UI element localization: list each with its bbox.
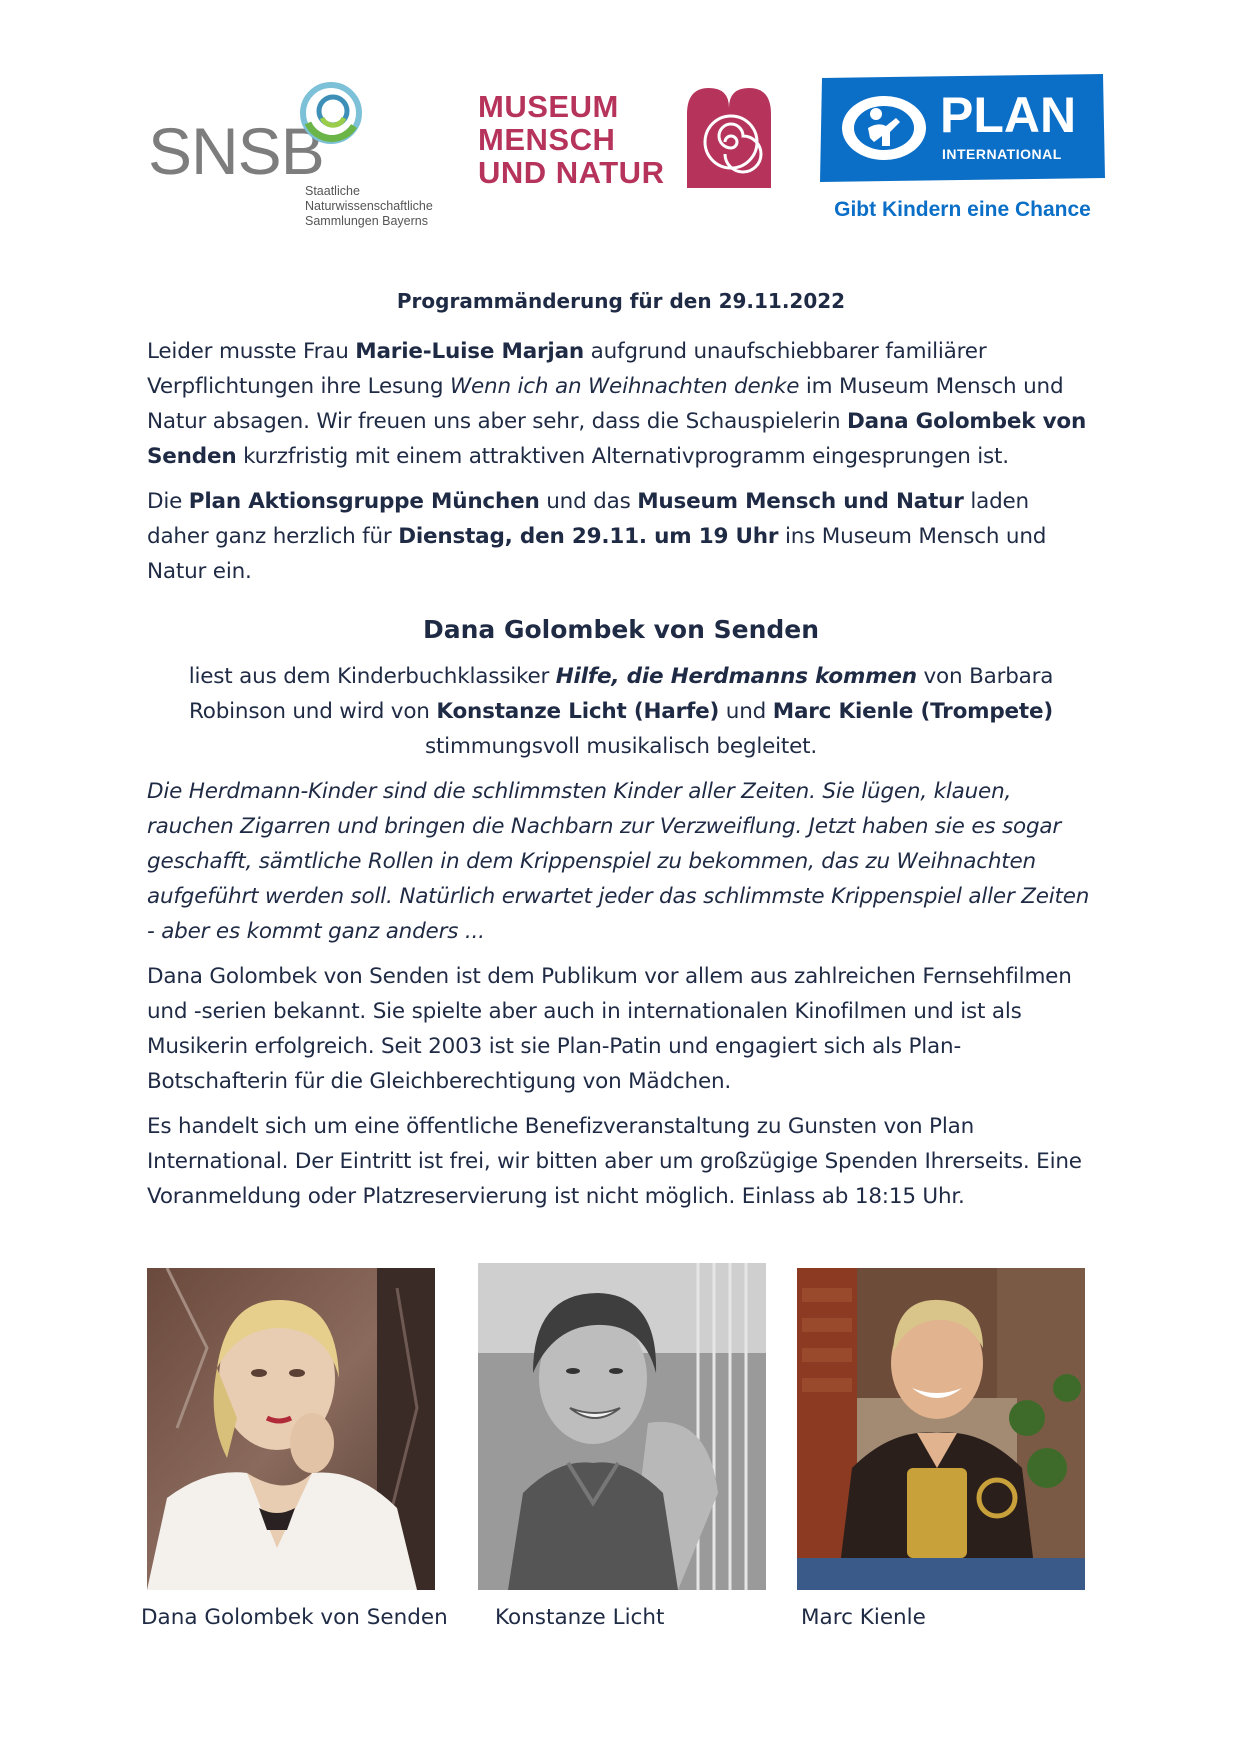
paragraph-cancellation [147,334,1095,474]
text-run: kurzfristig mit einem attraktiven Alternativprogramm eingesprungen ist. [236,444,1009,469]
bold-run: Marie-Luise Marjan [355,339,585,364]
bold-run: Dienstag, den 29.11. um 19 Uhr [398,524,779,549]
paragraph-biography: Dana Golombek von Senden ist dem Publikum vor allem aus zahlreichen Fernsehfilmen und -serien bekannt. Sie spielte aber auch in internationalen Kinofilmen und ist als Musikerin erfolgreich. Seit 2003 ist sie Plan-Patin und engagiert sich als Plan-Botschafterin für die Gleichberechtigung von Mädchen. [147,964,1072,1094]
bold-italic-run: Hilfe, die Herdmanns kommen [555,664,917,689]
text-run: aufgrund unaufschiebbarer familiärer Verpflichtungen ihre Lesung [147,339,987,399]
text-run: im Museum Mensch und Natur absagen. Wir freuen uns aber sehr, dass die Schauspielerin [147,374,1064,434]
museum-line: UND NATUR [478,155,665,190]
paragraph-event-info: Es handelt sich um eine öffentliche Benefizveranstaltung zu Gunsten von Plan International. Der Eintritt ist frei, wir bitten aber um großzügige Spenden Ihrerseits. Eine Voranmeldung oder Platzreservierung ist nicht möglich. Einlass ab 18:15 Uhr. [147,1114,1082,1209]
snsb-ring-icon [296,78,366,148]
plan-logo-subword: INTERNATIONAL [942,146,1062,162]
museum-logo [478,84,778,204]
plan-child-icon [838,88,930,168]
text-run: liest aus dem Kinderbuchklassiker [188,664,556,689]
plan-international-logo [820,74,1105,224]
bold-run: Dana Golombek von Senden [147,409,1087,469]
logo-bar [0,70,1240,230]
bold-run: Marc Kienle (Trompete) [772,699,1054,724]
photo-konstanze-licht [478,1263,766,1590]
performer-heading: Dana Golombek von Senden [422,615,820,644]
snsb-logo-word: SNSB [148,114,324,188]
text-run: und das [539,489,638,514]
museum-logo-word [478,90,664,189]
italic-run: Wenn ich an Weihnachten denke [449,374,800,399]
text-run: Die [147,489,189,514]
bold-run: Konstanze Licht (Harfe) [436,699,720,724]
text-run: stimmungsvoll musikalisch begleitet. [424,734,818,759]
snsb-sub-line: Naturwissenschaftliche [305,199,433,213]
text-run: von Barbara Robinson und wird von [188,664,1054,724]
snsb-sub-line: Sammlungen Bayerns [305,214,428,228]
text-run: Leider musste Frau [147,339,356,364]
bold-run: Museum Mensch und Natur [637,489,964,514]
ammonite-emblem-icon [683,84,775,188]
caption-dana: Dana Golombek von Senden [141,1605,448,1630]
museum-line: MUSEUM [478,89,619,124]
page-title: Programmänderung für den 29.11.2022 [396,289,846,313]
snsb-logo [148,76,458,228]
text-run: laden daher ganz herzlich für [147,489,1029,549]
plan-logo-word: PLAN [940,87,1077,143]
document-body [147,286,1095,1224]
caption-marc: Marc Kienle [801,1605,926,1630]
text-run: ins Museum Mensch und Natur ein. [147,524,1047,584]
photo-dana-golombek [147,1268,435,1590]
photo-marc-kienle [797,1268,1085,1590]
bold-run: Plan Aktionsgruppe München [188,489,540,514]
snsb-logo-subtitle [305,184,465,229]
photo-row [0,1268,1240,1628]
paragraph-synopsis: Die Herdmann-Kinder sind die schlimmsten Kinder aller Zeiten. Sie lügen, klauen, rauchen Zigarren und bringen die Nachbarn zur Verzweiflung. Jetzt haben sie es sogar geschafft, sämtliche Rollen in dem Krippenspiel zu bekommen, das zu Weihnachten aufgeführt werden soll. Natürlich erwartet jeder das schlimmste Krippenspiel aller Zeiten - aber es kommt ganz anders ... [147,779,1090,944]
snsb-sub-line: Staatliche [305,184,360,198]
museum-line: MENSCH [478,122,616,157]
caption-konstanze: Konstanze Licht [495,1605,665,1630]
paragraph-program [147,659,1095,764]
plan-tagline: Gibt Kindern eine Chance [834,198,1091,221]
paragraph-invitation [147,484,1095,589]
text-run: und [719,699,773,724]
